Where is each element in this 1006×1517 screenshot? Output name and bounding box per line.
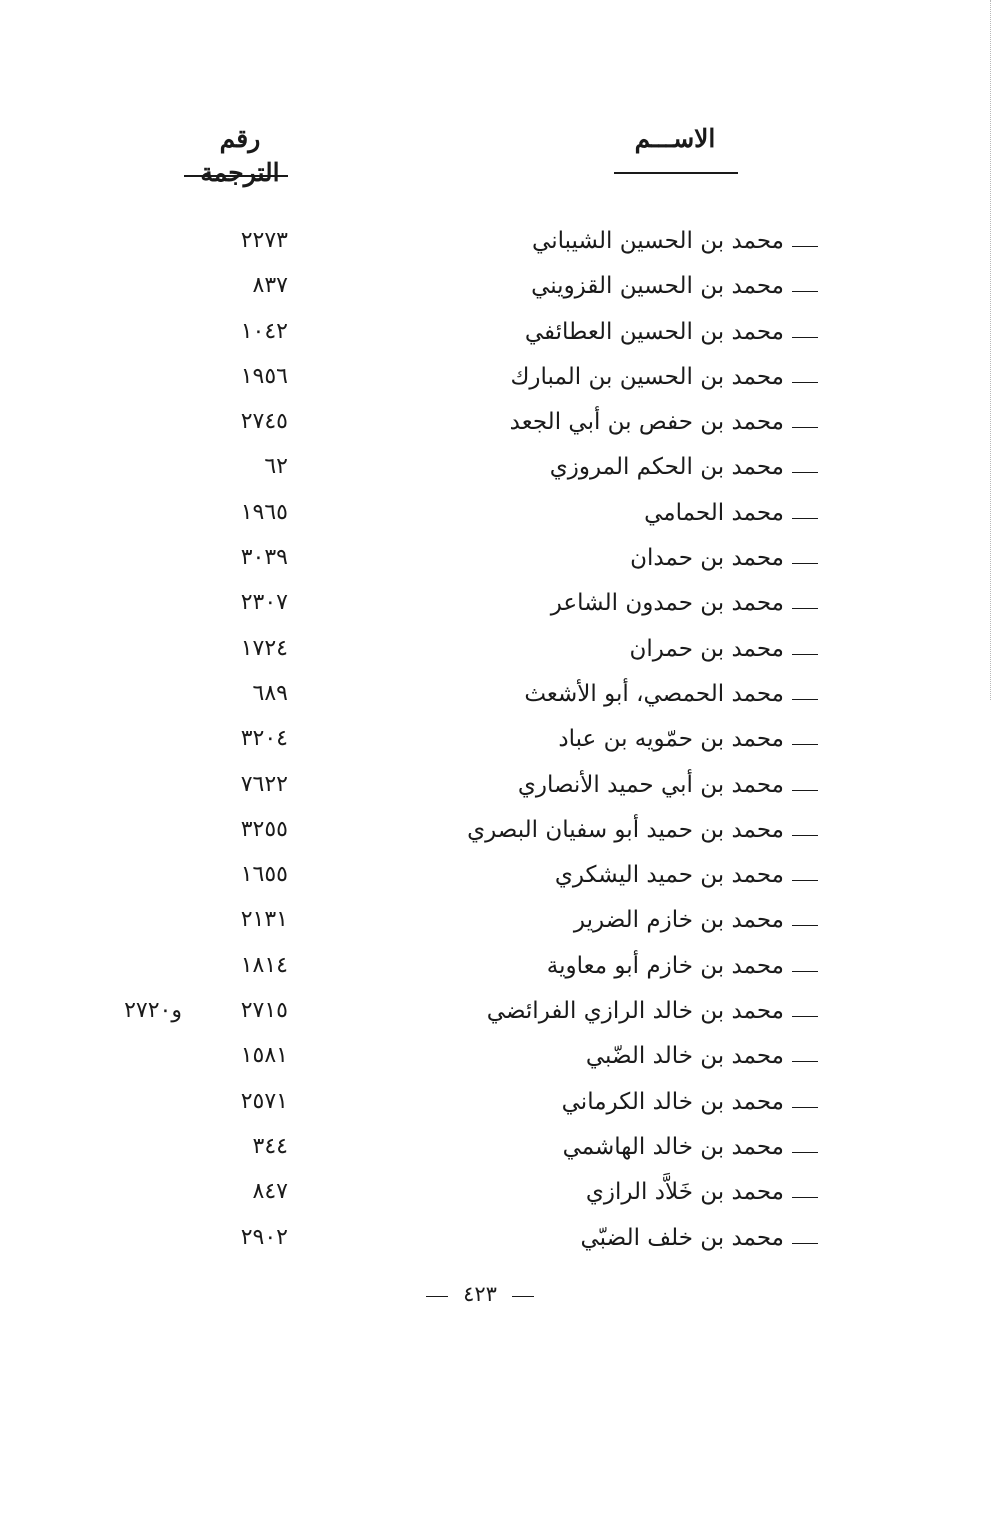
entry-number: ١٠٤٢ [240, 318, 288, 344]
entry-dash [792, 1197, 818, 1198]
entry-number: ٢٢٧٣ [240, 228, 288, 253]
entry-name: محمد الحمصي، أبو الأشعث [524, 680, 784, 707]
entry-name: محمد بن حميد اليشكري [554, 862, 784, 889]
entry-name: محمد بن الحسين القزويني [531, 273, 784, 300]
entry-dash [792, 699, 818, 700]
index-entry [0, 222, 1006, 267]
entry-number: ٢٥٧١ [240, 1088, 288, 1114]
index-entry [0, 901, 1006, 946]
entry-number: ١٧٢٤ [240, 635, 288, 661]
entry-dash [792, 608, 818, 609]
entry-number: ٢٧١٥ [240, 998, 288, 1024]
index-entry [0, 630, 1006, 675]
column-header-entry-number-underline [184, 175, 288, 177]
entry-number: ٣٢٠٤ [240, 726, 288, 752]
index-entry [0, 584, 1006, 629]
column-header-name: الاســـم [634, 124, 716, 153]
entry-dash [792, 563, 818, 564]
entry-dash [792, 1016, 818, 1017]
entry-dash [792, 790, 818, 791]
entry-name: محمد بن خالد الرازي الفرائضي [486, 998, 784, 1025]
entry-number: ٢٩٠٢ [240, 1224, 288, 1250]
entry-dash [792, 835, 818, 836]
entry-name: محمد بن حفص بن أبي الجعد [509, 409, 784, 436]
index-entries-list [0, 222, 1006, 1264]
entry-name: محمد الحمامي [644, 499, 784, 526]
index-entry [0, 1173, 1006, 1218]
index-entry [0, 992, 1006, 1037]
entry-dash [792, 472, 818, 473]
entry-number: ٨٣٧ [252, 273, 288, 299]
entry-dash [792, 1152, 818, 1153]
entry-name: محمد بن الحسين العطائفي [524, 318, 784, 345]
index-entry [0, 267, 1006, 312]
index-entry [0, 1219, 1006, 1264]
entry-number: ٣٠٣٩ [240, 545, 288, 571]
entry-additional-number: و٢٧٢٠ [124, 998, 182, 1024]
index-entry [0, 1128, 1006, 1173]
entry-dash [792, 1061, 818, 1062]
index-entry [0, 494, 1006, 539]
entry-dash [792, 382, 818, 383]
page-footer [420, 1278, 550, 1312]
entry-number: ١٨١٤ [240, 952, 288, 978]
entry-dash [792, 246, 818, 247]
entry-name: محمد بن خازم أبو معاوية [546, 952, 784, 979]
column-header-entry-number: رقم الترجمة [200, 124, 280, 187]
index-entry [0, 403, 1006, 448]
entry-name: محمد بن حمران [629, 635, 784, 662]
entry-dash [792, 880, 818, 881]
entry-dash [792, 971, 818, 972]
entry-number: ١٦٥٥ [240, 862, 288, 888]
entry-dash [792, 654, 818, 655]
entry-name: محمد بن الحكم المروزي [549, 454, 784, 481]
index-entry [0, 856, 1006, 901]
footer-dash-left [426, 1296, 448, 1297]
entry-number: ٨٤٧ [252, 1179, 288, 1205]
entry-name: محمد بن خازم الضرير [573, 907, 784, 934]
entry-number: ٧٦٢٢ [240, 771, 288, 797]
entry-dash [792, 337, 818, 338]
index-entry [0, 448, 1006, 493]
entry-number: ٢٧٤٥ [240, 409, 288, 435]
index-entry [0, 720, 1006, 765]
entry-number: ٢١٣١ [240, 907, 288, 933]
entry-name: محمد بن خَلاَّد الرازي [585, 1179, 784, 1206]
entry-name: محمد بن خلف الضبّي [580, 1224, 784, 1251]
index-entry [0, 358, 1006, 403]
entry-name: محمد بن الحسين الشيباني [532, 228, 784, 254]
entry-dash [792, 925, 818, 926]
entry-number: ١٩٥٦ [240, 363, 288, 389]
index-entry [0, 675, 1006, 720]
entry-dash [792, 518, 818, 519]
index-entry [0, 313, 1006, 358]
index-entry [0, 811, 1006, 856]
entry-name: محمد بن حميد أبو سفيان البصري [467, 816, 784, 843]
entry-number: ١٥٨١ [240, 1043, 288, 1069]
entry-name: محمد بن خالد الضّبي [585, 1043, 784, 1070]
entry-name: محمد بن خالد الكرماني [561, 1088, 784, 1115]
entry-number: ١٩٦٥ [240, 499, 288, 525]
entry-dash [792, 1243, 818, 1244]
entry-name: محمد بن أبي حميد الأنصاري [517, 771, 784, 798]
entry-dash [792, 1107, 818, 1108]
index-entry [0, 539, 1006, 584]
footer-dash-right [512, 1296, 534, 1297]
entry-dash [792, 427, 818, 428]
index-entry [0, 1083, 1006, 1128]
entry-number: ٦٢ [264, 454, 288, 480]
column-header-name-underline [614, 172, 738, 174]
entry-name: محمد بن خالد الهاشمي [562, 1133, 784, 1160]
entry-name: محمد بن حمّويه بن عباد [558, 726, 784, 753]
entry-number: ٣٢٥٥ [240, 816, 288, 842]
index-entry [0, 947, 1006, 992]
entry-dash [792, 744, 818, 745]
page-number: ٤٢٣ [463, 1282, 497, 1306]
entry-dash [792, 291, 818, 292]
entry-number: ٣٤٤ [252, 1133, 288, 1159]
entry-number: ٦٨٩ [252, 680, 288, 706]
entry-number: ٢٣٠٧ [240, 590, 288, 616]
entry-name: محمد بن حمدون الشاعر [550, 590, 784, 617]
index-entry [0, 1037, 1006, 1082]
entry-name: محمد بن حمدان [630, 545, 784, 572]
index-entry [0, 766, 1006, 811]
entry-name: محمد بن الحسين بن المبارك [510, 363, 784, 390]
